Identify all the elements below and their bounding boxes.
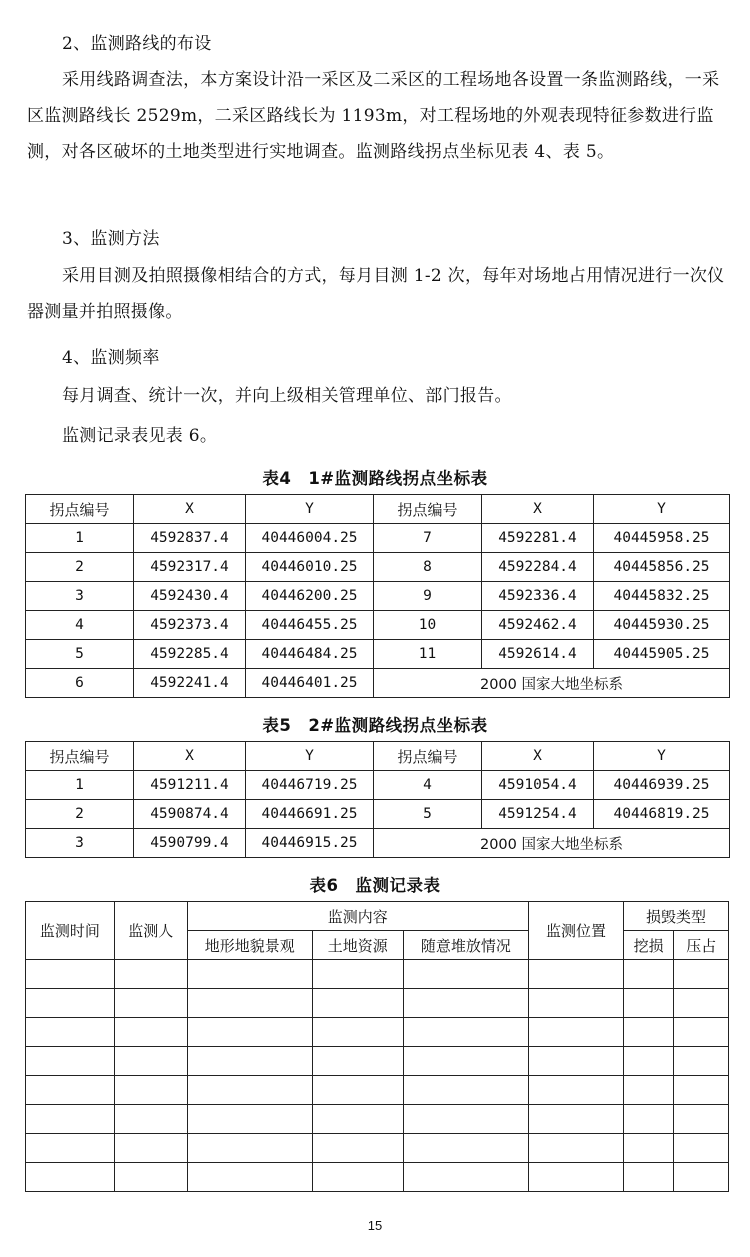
table-cell: 4592281.4 [482, 524, 594, 553]
frequency-paragraph: 每月调查、统计一次，并向上级相关管理单位、部门报告。 [62, 386, 512, 406]
table-cell: 3 [26, 829, 134, 858]
coordinate-system-note: 2000 国家大地坐标系 [374, 669, 730, 698]
table-row [26, 1076, 729, 1105]
table-cell: 4592336.4 [482, 582, 594, 611]
table-cell: 40445958.25 [594, 524, 730, 553]
table-cell: 7 [374, 524, 482, 553]
table-header-cell: 拐点编号 [374, 742, 482, 771]
table-header-cell: 拐点编号 [26, 742, 134, 771]
table-header-cell: 监测内容 [187, 902, 528, 931]
table-cell: 4591254.4 [482, 800, 594, 829]
table-cell: 5 [374, 800, 482, 829]
table-row [26, 582, 730, 611]
table-cell: 4592285.4 [134, 640, 246, 669]
table-header-cell: Y [246, 742, 374, 771]
table-row [26, 800, 730, 829]
table-cell: 4592614.4 [482, 640, 594, 669]
table-cell: 5 [26, 640, 134, 669]
table4-caption: 表4 1#监测路线拐点坐标表 [262, 469, 488, 488]
method-heading: 3、监测方法 [62, 229, 160, 249]
table-cell: 4591054.4 [482, 771, 594, 800]
table4-header-row [26, 495, 730, 524]
table-cell: 4 [374, 771, 482, 800]
table-row [26, 1018, 729, 1047]
table-cell: 40446915.25 [246, 829, 374, 858]
table-cell: 40446010.25 [246, 553, 374, 582]
table6-header-row [26, 902, 729, 931]
table-row [26, 960, 729, 989]
table-cell: 4591211.4 [134, 771, 246, 800]
table-row [26, 1134, 729, 1163]
table-cell: 4592284.4 [482, 553, 594, 582]
table-header-cell: 监测人 [114, 902, 187, 960]
table-row [26, 553, 730, 582]
method-paragraph: 采用目测及拍照摄像相结合的方式，每月目测 1-2 次，每年对场地占用情况进行一次仪器测量并拍照摄像。 [27, 266, 725, 322]
table4 [25, 494, 730, 698]
table-cell: 4592430.4 [134, 582, 246, 611]
table-header-cell: 压占 [674, 931, 729, 960]
table-cell: 8 [374, 553, 482, 582]
page-number: 15 [367, 1218, 383, 1233]
table-cell: 4590799.4 [134, 829, 246, 858]
table-cell: 2 [26, 800, 134, 829]
table-header-cell: X [482, 742, 594, 771]
table-header-cell: 拐点编号 [26, 495, 134, 524]
table-cell: 3 [26, 582, 134, 611]
table-header-cell: 损毁类型 [623, 902, 728, 931]
table-cell: 40446200.25 [246, 582, 374, 611]
table-cell: 40446691.25 [246, 800, 374, 829]
table-cell: 4592241.4 [134, 669, 246, 698]
table-row [26, 640, 730, 669]
table-header-cell: 挖损 [623, 931, 673, 960]
table-cell: 1 [26, 524, 134, 553]
table-header-cell: Y [246, 495, 374, 524]
table-header-cell: 监测时间 [26, 902, 115, 960]
table6-caption: 表6 监测记录表 [309, 876, 441, 895]
table-cell: 1 [26, 771, 134, 800]
table-header-cell: X [134, 742, 246, 771]
table-cell: 4 [26, 611, 134, 640]
frequency-heading: 4、监测频率 [62, 348, 160, 368]
table-row [26, 771, 730, 800]
table-cell: 40445856.25 [594, 553, 730, 582]
table-cell: 40446004.25 [246, 524, 374, 553]
route-heading: 2、监测路线的布设 [62, 34, 212, 54]
table-cell: 10 [374, 611, 482, 640]
table-header-cell: X [482, 495, 594, 524]
table-row [26, 1047, 729, 1076]
table-cell: 40445930.25 [594, 611, 730, 640]
table-header-cell: 土地资源 [312, 931, 403, 960]
table-cell: 9 [374, 582, 482, 611]
table-header-cell: 地形地貌景观 [187, 931, 312, 960]
table-row [26, 1163, 729, 1192]
table-cell: 11 [374, 640, 482, 669]
coordinate-system-note: 2000 国家大地坐标系 [374, 829, 730, 858]
table-row [26, 524, 730, 553]
table-cell: 40446819.25 [594, 800, 730, 829]
table-row [26, 829, 730, 858]
table-header-cell: 随意堆放情况 [403, 931, 528, 960]
table-cell: 40446939.25 [594, 771, 730, 800]
table-header-cell: Y [594, 495, 730, 524]
table-cell: 40445905.25 [594, 640, 730, 669]
table-cell: 4592462.4 [482, 611, 594, 640]
table6 [25, 901, 729, 1192]
table-row [26, 611, 730, 640]
table-row [26, 669, 730, 698]
table-cell: 6 [26, 669, 134, 698]
table-cell: 2 [26, 553, 134, 582]
table5-header-row [26, 742, 730, 771]
table-cell: 40446719.25 [246, 771, 374, 800]
table-row [26, 1105, 729, 1134]
table-header-cell: Y [594, 742, 730, 771]
route-paragraph: 采用线路调查法，本方案设计沿一采区及二采区的工程场地各设置一条监测路线，一采区监测路线长 2529m，二采区路线长为 1193m，对工程场地的外观表现特征参数进行监测，对各区破坏的土地类型进行实地调查。监测路线拐点坐标见表 4、表 5。 [27, 70, 720, 162]
table-header-cell: 拐点编号 [374, 495, 482, 524]
table-cell: 40445832.25 [594, 582, 730, 611]
record-reference: 监测记录表见表 6。 [62, 426, 218, 446]
table-cell: 4592837.4 [134, 524, 246, 553]
table-cell: 40446401.25 [246, 669, 374, 698]
table5 [25, 741, 730, 858]
table-cell: 4592373.4 [134, 611, 246, 640]
table-header-cell: X [134, 495, 246, 524]
table-cell: 40446484.25 [246, 640, 374, 669]
table-header-cell: 监测位置 [528, 902, 623, 960]
table-row [26, 989, 729, 1018]
table5-caption: 表5 2#监测路线拐点坐标表 [262, 716, 488, 735]
table-cell: 4590874.4 [134, 800, 246, 829]
table-cell: 4592317.4 [134, 553, 246, 582]
table-cell: 40446455.25 [246, 611, 374, 640]
